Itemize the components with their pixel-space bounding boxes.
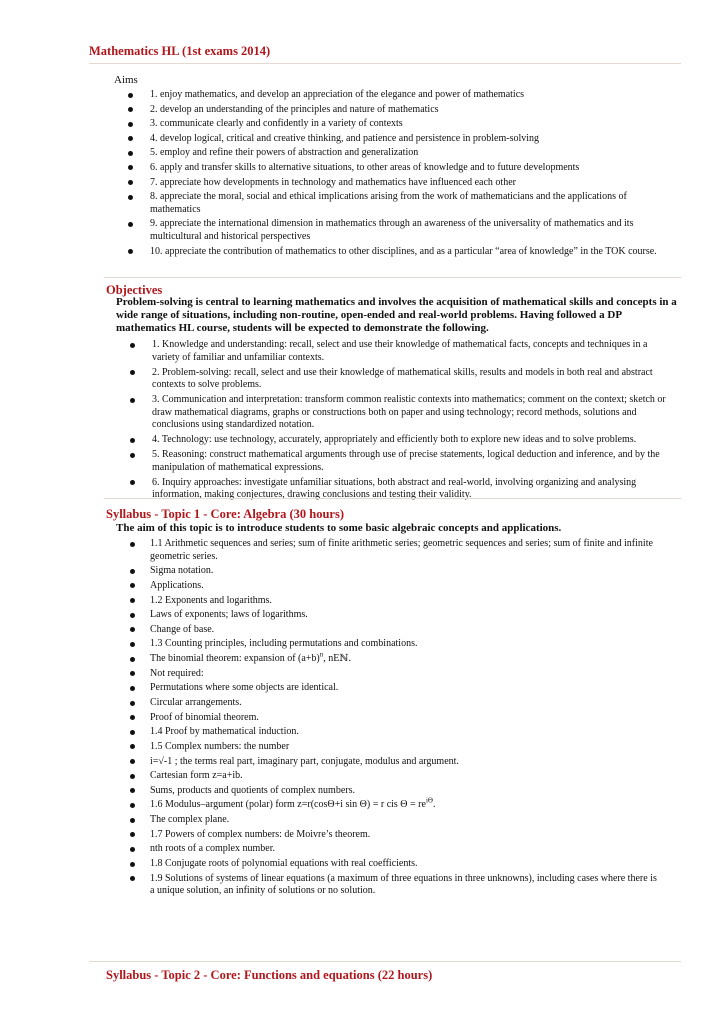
list-item-text: Laws of exponents; laws of logarithms. xyxy=(150,609,308,621)
list-item xyxy=(150,191,660,216)
list-item xyxy=(150,756,660,769)
bullet-icon xyxy=(130,671,135,676)
bullet-icon xyxy=(130,832,135,837)
bullet-icon xyxy=(130,453,135,458)
divider xyxy=(104,277,681,278)
bullet-icon xyxy=(130,788,135,793)
list-item-text: Proof of binomial theorem. xyxy=(150,711,259,723)
document-title: Mathematics HL (1st exams 2014) xyxy=(89,44,271,58)
list-item xyxy=(150,89,660,102)
bullet-icon xyxy=(130,343,135,348)
list-item xyxy=(150,580,660,593)
list-item xyxy=(150,609,660,622)
list-item-text: 10. appreciate the contribution of mathematics to other disciplines, and as a particular “area of knowledge” in the TOK course. xyxy=(150,245,657,257)
list-item-text: 8. appreciate the moral, social and ethical implications arising from the work of mathematicians and the applications of mathematics xyxy=(150,191,627,215)
list-item-text: 1.9 Solutions of systems of linear equations (a maximum of three equations in three unknowns), including cases where there is a unique solution, an infinity of solutions or no solution. xyxy=(150,872,657,897)
list-item xyxy=(150,858,660,871)
aims-title: Aims xyxy=(114,74,138,86)
list-item-text: 9. appreciate the international dimension in mathematics through an awareness of the universality of mathematics and its multicultural and historical perspectives xyxy=(150,218,634,242)
list-item xyxy=(150,650,660,666)
list-item-text: 4. Technology: use technology, accurately, appropriately and efficiently both to explore new ideas and to solve problems. xyxy=(152,434,637,446)
aims-list xyxy=(150,89,660,260)
list-item xyxy=(150,829,660,842)
divider xyxy=(104,498,681,499)
superscript: iΘ xyxy=(425,797,433,806)
list-item xyxy=(150,682,660,695)
list-item xyxy=(150,770,660,783)
list-item-text: Sigma notation. xyxy=(150,565,214,577)
superscript: n xyxy=(319,650,324,659)
bullet-icon xyxy=(130,480,135,485)
list-item-text: i=√-1 ; the terms real part, imaginary part, conjugate, modulus and argument. xyxy=(150,755,459,767)
list-item xyxy=(150,668,660,681)
list-item xyxy=(150,873,660,898)
list-item-text: 1.7 Powers of complex numbers: de Moivre’s theorem. xyxy=(150,828,371,840)
list-item-text: Not required: xyxy=(150,667,204,679)
bullet-icon xyxy=(130,847,135,852)
bullet-icon xyxy=(130,598,135,603)
bullet-icon xyxy=(128,195,133,200)
bullet-icon xyxy=(128,122,133,127)
bullet-icon xyxy=(130,370,135,375)
topic1-title: Syllabus - Topic 1 - Core: Algebra (30 hours) xyxy=(106,507,344,521)
divider xyxy=(89,63,681,64)
bullet-icon xyxy=(128,93,133,98)
list-item-text: Applications. xyxy=(150,579,204,591)
bullet-icon xyxy=(130,715,135,720)
list-item-text: 2. Problem-solving: recall, select and use their knowledge of mathematical skills, results and models in both real and abstract contexts to solve problems. xyxy=(152,366,653,391)
list-item-text: 6. Inquiry approaches: investigate unfamiliar situations, both abstract and real-world, involving organizing and analysing information, making conjectures, drawing conclusions and testing their validity. xyxy=(152,476,637,501)
bullet-icon xyxy=(130,730,135,735)
list-item xyxy=(150,814,660,827)
list-item xyxy=(150,162,660,175)
bullet-icon xyxy=(128,107,133,112)
list-item xyxy=(150,246,660,259)
list-item-text: 1.3 Counting principles, including permutations and combinations. xyxy=(150,638,418,650)
list-item xyxy=(150,177,660,190)
list-item-text: 1.4 Proof by mathematical induction. xyxy=(150,726,299,738)
list-item-text: 3. communicate clearly and confidently in a variety of contexts xyxy=(150,118,403,130)
list-item xyxy=(150,595,660,608)
list-item xyxy=(150,118,660,131)
list-item xyxy=(150,104,660,117)
list-item xyxy=(150,741,660,754)
list-item-text: Cartesian form z=a+ib. xyxy=(150,770,243,782)
list-item xyxy=(150,147,660,160)
list-item xyxy=(150,638,660,651)
bullet-icon xyxy=(130,438,135,443)
list-item xyxy=(150,624,660,637)
list-item xyxy=(152,394,672,432)
list-item-text: 3. Communication and interpretation: transform common realistic contexts into mathematics; comment on the context; sketch or draw mathematical diagrams, graphs or constructions both on paper and using technology; record methods, solutions and conclusions using standardized notation. xyxy=(152,394,666,431)
list-item-text: 1.6 Modulus–argument (polar) form z=r(cosΘ+i sin Θ) = r cis Θ = re xyxy=(150,799,426,811)
bullet-icon xyxy=(130,542,135,547)
list-item-text: Change of base. xyxy=(150,623,215,635)
list-item xyxy=(150,697,660,710)
list-item-text: 1. Knowledge and understanding: recall, select and use their knowledge of mathematical facts, concepts and techniques in a variety of familiar and unfamiliar contexts. xyxy=(152,339,648,363)
list-item xyxy=(152,434,672,447)
bullet-icon xyxy=(130,627,135,632)
bullet-icon xyxy=(130,701,135,706)
bullet-icon xyxy=(130,744,135,749)
list-item xyxy=(150,218,660,243)
bullet-icon xyxy=(130,862,135,867)
list-item xyxy=(150,538,660,563)
list-item-text-tail: , nEℕ. xyxy=(323,653,352,665)
objectives-title: Objectives xyxy=(106,283,163,297)
list-item xyxy=(150,133,660,146)
list-item xyxy=(152,449,672,474)
list-item xyxy=(152,339,672,364)
list-item-text: 5. Reasoning: construct mathematical arguments through use of precise statements, logical deduction and inference, and by the manipulation of mathematical expressions. xyxy=(152,449,660,473)
bullet-icon xyxy=(128,222,133,227)
list-item xyxy=(152,367,672,392)
list-item-text: 5. employ and refine their powers of abstraction and generalization xyxy=(150,147,419,159)
list-item-text: 1.8 Conjugate roots of polynomial equations with real coefficients. xyxy=(150,858,418,870)
list-item-text: The binomial theorem: expansion of (a+b) xyxy=(150,653,320,665)
list-item-text: 1.2 Exponents and logarithms. xyxy=(150,594,272,606)
divider xyxy=(89,961,681,962)
bullet-icon xyxy=(128,180,133,185)
objectives-list xyxy=(152,339,672,504)
list-item xyxy=(150,785,660,798)
bullet-icon xyxy=(130,876,135,881)
bullet-icon xyxy=(128,151,133,156)
list-item xyxy=(150,843,660,856)
list-item xyxy=(150,712,660,725)
list-item-text: 1.5 Complex numbers: the number xyxy=(150,740,290,752)
list-item xyxy=(150,726,660,739)
list-item-text: 6. apply and transfer skills to alternative situations, to other areas of knowledge and to future developments xyxy=(150,161,580,173)
bullet-icon xyxy=(128,165,133,170)
list-item-text: 2. develop an understanding of the principles and nature of mathematics xyxy=(150,103,439,115)
list-item-text: 4. develop logical, critical and creative thinking, and patience and persistence in problem-solving xyxy=(150,132,540,144)
bullet-icon xyxy=(130,657,135,662)
objectives-intro: Problem-solving is central to learning mathematics and involves the acquisition of mathematical skills and concepts in a wide range of situations, including non-routine, open-ended and real-world problems. Having followed a DP mathematics HL course, students will be expected to demonstrate the following. xyxy=(116,296,677,334)
bullet-icon xyxy=(130,613,135,618)
list-item xyxy=(150,565,660,578)
bullet-icon xyxy=(130,583,135,588)
list-item-text: nth roots of a complex number. xyxy=(150,843,275,855)
list-item-text: 1.1 Arithmetic sequences and series; sum of finite arithmetic series; geometric sequences and series; sum of finite and infinite geometric series. xyxy=(150,538,653,562)
list-item-text: Sums, products and quotients of complex numbers. xyxy=(150,784,355,796)
bullet-icon xyxy=(130,818,135,823)
topic1-list xyxy=(150,538,660,900)
list-item-text: Circular arrangements. xyxy=(150,697,242,708)
bullet-icon xyxy=(130,569,135,574)
bullet-icon xyxy=(130,803,135,808)
bullet-icon xyxy=(128,249,133,254)
bullet-icon xyxy=(128,136,133,141)
bullet-icon xyxy=(130,774,135,779)
list-item-text: 1. enjoy mathematics, and develop an appreciation of the elegance and power of mathematics xyxy=(150,89,525,100)
bullet-icon xyxy=(130,642,135,647)
topic1-intro: The aim of this topic is to introduce students to some basic algebraic concepts and applications. xyxy=(116,522,562,534)
bullet-icon xyxy=(130,759,135,764)
topic2-title: Syllabus - Topic 2 - Core: Functions and equations (22 hours) xyxy=(106,968,433,982)
list-item xyxy=(150,799,660,812)
list-item-text: Permutations where some objects are identical. xyxy=(150,682,339,694)
list-item-text: The complex plane. xyxy=(150,814,230,826)
bullet-icon xyxy=(130,686,135,691)
list-item-text: 7. appreciate how developments in technology and mathematics have influenced each other xyxy=(150,176,516,188)
list-item-text-tail: . xyxy=(432,799,436,811)
bullet-icon xyxy=(130,398,135,403)
